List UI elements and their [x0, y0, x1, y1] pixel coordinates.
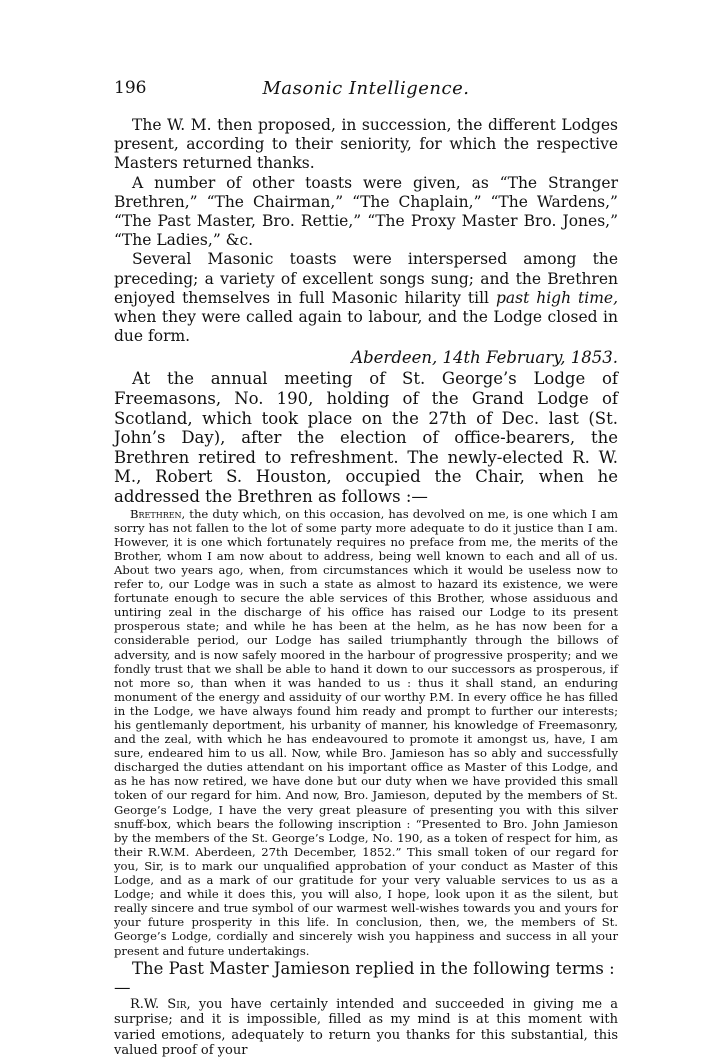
paragraph-text: when they were called again to labour, and the Lodge closed in due form.: [114, 308, 618, 346]
article-body: [114, 116, 618, 1059]
reply-salutation: R.W. Sir,: [130, 996, 191, 1012]
paragraph-other-toasts: A number of other toasts were given, as “The Stranger Brethren,” “The Chairman,” “The Chaplain,” “The Wardens,” “The Past Master, Bro. Rettie,” “The Proxy Master Bro. Jones,” “The Ladies,” &c.: [114, 173, 618, 250]
speech-salutation: Brethren,: [130, 506, 186, 521]
reply-introduction: The Past Master Jamieson replied in the following terms :—: [114, 958, 615, 997]
paragraph-text: Several Masonic toasts were interspersed among the preceding; a variety of excellent songs sung; and the Brethren enjoyed themselves in full Masonic hilarity till: [114, 250, 618, 307]
paragraph-masonic-toasts: [114, 250, 618, 346]
speech-address: [114, 507, 618, 958]
reply-speech: [114, 997, 618, 1059]
dateline: Aberdeen, 14th February, 1853.: [351, 348, 618, 368]
paragraph-toasts-lodges: The W. M. then proposed, in succession, the different Lodges present, according to their seniority, for which the respective Masters returned thanks.: [114, 116, 618, 173]
running-title: Masonic Intelligence.: [262, 78, 470, 99]
reply-text: you have certainly intended and succeeded in giving me a surprise; and it is impossible, filled as my mind is at this moment with varied emotions, adequately to return you thanks for this substantial, this valued proof of your: [114, 996, 618, 1059]
page-header: [114, 78, 618, 108]
speech-text: the duty which, on this occasion, has devolved on me, is one which I am sorry has not fallen to the lot of some party more adequate to do it justice than I am. However, it is one which fortunately requires no preface from me, the merits of the Brother, whom I am now about to address, being well known to each and all of us. About two years ago, when, from circumstances which it would be useless now to refer to, our Lodge was in such a state as almost to hazard its existence, we were fortunate enough to secure the able services of this Brother, whose assiduous and untiring zeal in the discharge of his office has raised our Lodge to its present prosperous state; and while he has been at the helm, as he has now been for a considerable period, our Lodge has sailed triumphantly through the billows of adversity, and is now safely moored in the harbour of progressive prosperity; and we fondly trust that we shall be able to hand it down to our successors as prosperous, if not more so, than when it was handed to us : thus it shall stand, an enduring monument of the energy and assiduity of our worthy P.M. In every office he has filled in the Lodge, we have always found him ready and prompt to further our interests; his gentlemanly deportment, his urbanity of manner, his knowledge of Freemasonry, and the zeal, with which he has endeavoured to promote it amongst us, have, I am sure, endeared him to us all. Now, while Bro. Jamieson has so ably and successfully discharged the duties attendant on his important office as Master of this Lodge, and as he has now retired, we have done but our duty when we have provided this small token of our regard for him. And now, Bro. Jamieson, deputed by the members of St. George’s Lodge, I have the very great pleasure of presenting you with this silver snuff-box, which bears the following inscription : “Presented to Bro. John Jamieson by the members of the St. George’s Lodge, No. 190, as a token of respect for him, as their R.W.M. Aberdeen, 27th December, 1852.” This small token of our regard for you, Sir, is to mark our unqualified approbation of your conduct as Master of this Lodge, and as a mark of our gratitude for your very valuable services to us as a Lodge; and while it does this, you will also, I hope, look upon it as the silent, but really sincere and true symbol of our warmest well-wishes towards you and yours for your future prosperity in this life. In conclusion, then, we, the members of St. George’s Lodge, cordially and sincerely wish you happiness and success in all your present and future undertakings.: [114, 506, 618, 958]
italic-phrase: past high time,: [495, 288, 619, 307]
paragraph-annual-meeting: At the annual meeting of St. George’s Lodge of Freemasons, No. 190, holding of the Grand Lodge of Scotland, which took place on the 27th of Dec. last (St. John’s Day), after the election of office-bearers, the Brethren retired to refreshment. The newly-elected R. W. M., Robert S. Houston, occupied the Chair, when he addressed the Brethren as follows :—: [114, 369, 618, 506]
page-number: 196: [114, 78, 147, 98]
